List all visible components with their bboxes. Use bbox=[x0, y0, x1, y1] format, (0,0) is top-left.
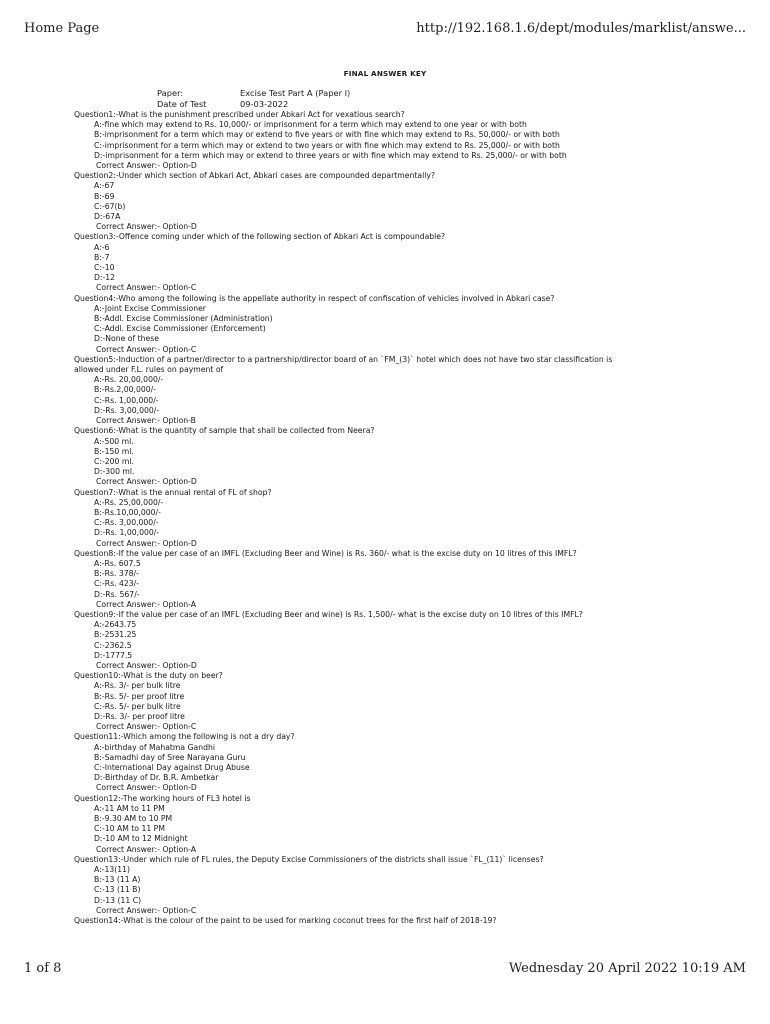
answer-option: A:-Rs. 20,00,000/- bbox=[94, 375, 164, 385]
answer-option: B:-2531.25 bbox=[94, 630, 137, 640]
question-block bbox=[74, 294, 644, 355]
question-text: Question11:-Which among the following is not a dry day? bbox=[74, 732, 295, 742]
date-value: 09-03-2022 bbox=[240, 99, 289, 109]
question-block bbox=[74, 355, 644, 426]
answer-option: C:-imprisonment for a term which may or extend to two years or with fine which may extend to Rs. 25,000/- or with both bbox=[94, 140, 560, 150]
correct-answer: Correct Answer:- Option-D bbox=[96, 538, 197, 548]
answer-option: B:-Rs.10,00,000/- bbox=[94, 507, 161, 517]
answer-option: D:-67A bbox=[94, 212, 121, 222]
question-block bbox=[74, 110, 644, 171]
paper-value: Excise Test Part A (Paper I) bbox=[240, 88, 351, 98]
correct-answer: Correct Answer:- Option-B bbox=[96, 416, 196, 426]
answer-option: C:-Rs. 5/- per bulk litre bbox=[94, 701, 181, 711]
question-text: Question7:-What is the annual rental of FL of shop? bbox=[74, 487, 272, 497]
answer-option: D:-Rs. 3/- per proof litre bbox=[94, 711, 185, 721]
answer-option: C:-Addl. Excise Commissioner (Enforcement) bbox=[94, 324, 266, 334]
answer-option: C:-67(b) bbox=[94, 201, 126, 211]
answer-option: B:-Rs. 5/- per proof litre bbox=[94, 691, 185, 701]
correct-answer: Correct Answer:- Option-A bbox=[96, 844, 197, 854]
question-text: Question10:-What is the duty on beer? bbox=[74, 671, 223, 681]
answer-option: C:-Rs. 423/- bbox=[94, 579, 140, 589]
question-text: Question5:-Induction of a partner/director to a partnership/director board of an `FM_(3)` hotel which does not have two star classification is allowed under F.L. rules on payment of bbox=[74, 354, 613, 375]
question-block bbox=[74, 549, 644, 610]
answer-option: D:-10 AM to 12 Midnight bbox=[94, 834, 188, 844]
question-text: Question2:-Under which section of Abkari Act, Abkari cases are compounded departmentally? bbox=[74, 171, 436, 181]
browser-header-title: Home Page bbox=[24, 21, 100, 36]
page-counter: 1 of 8 bbox=[24, 961, 62, 976]
answer-option: B:-Samadhi day of Sree Narayana Guru bbox=[94, 752, 246, 762]
answer-option: B:-Addl. Excise Commissioner (Administration) bbox=[94, 314, 273, 324]
answer-option: B:-150 ml. bbox=[94, 446, 134, 456]
question-block bbox=[74, 232, 644, 293]
print-timestamp: Wednesday 20 April 2022 10:19 AM bbox=[508, 961, 746, 976]
answer-option: B:-imprisonment for a term which may or extend to five years or with fine which may extend to Rs. 50,000/- or with both bbox=[94, 130, 560, 140]
correct-answer: Correct Answer:- Option-A bbox=[96, 599, 197, 609]
document-title: FINAL ANSWER KEY bbox=[343, 69, 427, 78]
answer-option: C:-200 ml. bbox=[94, 456, 134, 466]
answer-option: C:-Rs. 3,00,000/- bbox=[94, 518, 159, 528]
correct-answer: Correct Answer:- Option-D bbox=[96, 783, 197, 793]
question-text: Question6:-What is the quantity of sample that shall be collected from Neera? bbox=[74, 426, 375, 436]
correct-answer: Correct Answer:- Option-D bbox=[96, 660, 197, 670]
question-text: Question3:-Offence coming under which of the following section of Abkari Act is compoundable? bbox=[74, 232, 446, 242]
questions-list bbox=[74, 110, 644, 926]
question-block bbox=[74, 488, 644, 549]
answer-option: B:-13 (11 A) bbox=[94, 875, 141, 885]
answer-option: D:-Rs. 3,00,000/- bbox=[94, 405, 160, 415]
question-block bbox=[74, 732, 644, 793]
paper-row bbox=[157, 88, 350, 98]
answer-option: A:-2643.75 bbox=[94, 620, 137, 630]
answer-option: C:-10 AM to 11 PM bbox=[94, 824, 165, 834]
question-text: Question13:-Under which rule of FL rules, the Deputy Excise Commissioners of the districts shall issue `FL_(11)` licenses? bbox=[74, 854, 544, 864]
correct-answer: Correct Answer:- Option-C bbox=[96, 283, 197, 293]
answer-option: A:-fine which may extend to Rs. 10,000/- or imprisonment for a term which may extend to one year or with both bbox=[94, 120, 527, 130]
answer-option: A:-birthday of Mahatma Gandhi bbox=[94, 742, 215, 752]
answer-option: B:-69 bbox=[94, 191, 115, 201]
correct-answer: Correct Answer:- Option-D bbox=[96, 222, 197, 232]
answer-option: B:-9.30 AM to 10 PM bbox=[94, 814, 173, 824]
question-text: Question1:-What is the punishment prescribed under Abkari Act for vexatious search? bbox=[74, 110, 405, 119]
question-block bbox=[74, 610, 644, 671]
correct-answer: Correct Answer:- Option-D bbox=[96, 477, 197, 487]
question-block bbox=[74, 855, 644, 916]
browser-header-url: http://192.168.1.6/dept/modules/marklist/answe... bbox=[416, 21, 746, 36]
question-text: Question4:-Who among the following is the appellate authority in respect of confiscation of vehicles involved in Abkari case? bbox=[74, 293, 555, 303]
answer-option: A:-Rs. 3/- per bulk litre bbox=[94, 681, 181, 691]
answer-option: B:-Rs. 378/- bbox=[94, 569, 139, 579]
question-block bbox=[74, 426, 644, 487]
date-label: Date of Test bbox=[157, 99, 207, 109]
answer-option: B:-Rs.2,00,000/- bbox=[94, 385, 157, 395]
answer-option: B:-7 bbox=[94, 252, 110, 262]
answer-option: D:-Rs. 567/- bbox=[94, 589, 140, 599]
answer-option: D:-12 bbox=[94, 273, 116, 283]
answer-option: D:-imprisonment for a term which may or extend to three years or with fine which may extend to Rs. 25,000/- or with both bbox=[94, 150, 567, 160]
answer-option: A:-Rs. 607.5 bbox=[94, 558, 141, 568]
answer-option: C:-13 (11 B) bbox=[94, 885, 141, 895]
answer-option: A:-11 AM to 11 PM bbox=[94, 803, 165, 813]
correct-answer: Correct Answer:- Option-C bbox=[96, 905, 197, 915]
question-text: Question8:-If the value per case of an IMFL (Excluding Beer and Wine) is Rs. 360/- what is the excise duty on 10 litres of this IMFL? bbox=[74, 548, 577, 558]
question-text: Question12:-The working hours of FL3 hotel is bbox=[74, 793, 251, 803]
answer-option: A:-Joint Excise Commissioner bbox=[94, 303, 206, 313]
answer-option: C:-Rs. 1,00,000/- bbox=[94, 395, 159, 405]
question-text: Question14:-What is the colour of the paint to be used for marking coconut trees for the first half of 2018-19? bbox=[74, 916, 497, 926]
answer-option: C:-2362.5 bbox=[94, 640, 132, 650]
answer-option: C:-10 bbox=[94, 263, 115, 273]
question-block bbox=[74, 671, 644, 732]
question-block bbox=[74, 171, 644, 232]
answer-option: D:-300 ml. bbox=[94, 467, 135, 477]
paper-label: Paper: bbox=[157, 88, 184, 98]
correct-answer: Correct Answer:- Option-C bbox=[96, 722, 197, 732]
answer-option: D:-Birthday of Dr. B.R. Ambetkar bbox=[94, 773, 219, 783]
question-block bbox=[74, 916, 644, 926]
correct-answer: Correct Answer:- Option-C bbox=[96, 344, 197, 354]
answer-option: D:-None of these bbox=[94, 334, 159, 344]
correct-answer: Correct Answer:- Option-D bbox=[96, 161, 197, 171]
answer-option: A:-Rs. 25,00,000/- bbox=[94, 497, 164, 507]
answer-option: A:-13(11) bbox=[94, 865, 131, 875]
answer-option: D:-Rs. 1,00,000/- bbox=[94, 528, 160, 538]
question-block bbox=[74, 794, 644, 855]
answer-option: D:-13 (11 C) bbox=[94, 895, 142, 905]
answer-option: D:-1777.5 bbox=[94, 650, 133, 660]
answer-option: A:-6 bbox=[94, 242, 110, 252]
date-row bbox=[157, 99, 288, 109]
answer-option: A:-67 bbox=[94, 181, 115, 191]
answer-option: C:-International Day against Drug Abuse bbox=[94, 763, 250, 772]
question-text: Question9:-If the value per case of an IMFL (Excluding Beer and wine) is Rs. 1,500/- what is the excise duty on 10 litres of this IMFL? bbox=[74, 609, 583, 619]
answer-option: A:-500 ml. bbox=[94, 436, 134, 446]
